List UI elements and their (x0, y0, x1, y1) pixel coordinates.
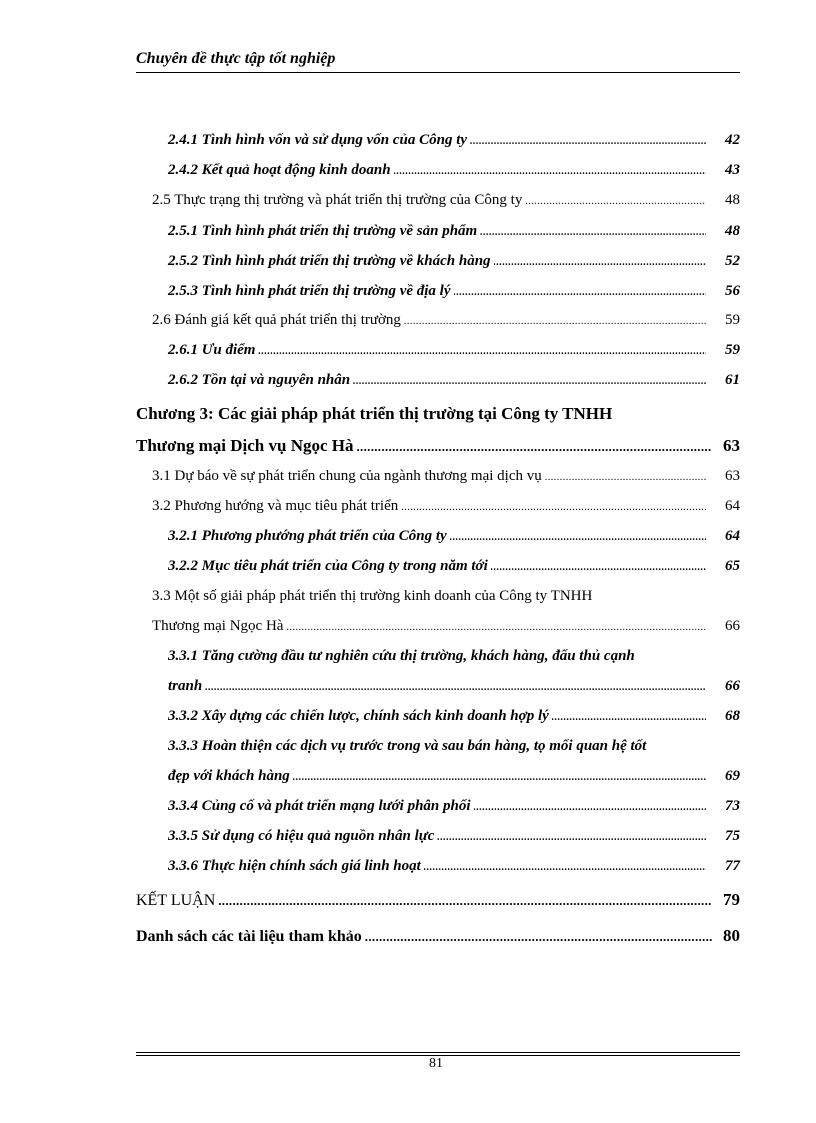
toc-entry-title: 2.5 Thực trạng thị trường và phát triển thị trường của Công ty (152, 192, 523, 208)
toc-entry-page: 56 (725, 283, 740, 299)
toc-entry-title: 3.3.5 Sử dụng có hiệu quả nguồn nhân lực (168, 828, 435, 844)
toc-entry-3-2-1[interactable] (168, 528, 740, 545)
toc-entry-3-3-1-line1[interactable]: 3.3.1 Tăng cường đầu tư nghiên cứu thị trường, khách hàng, đấu thủ cạnh (168, 648, 635, 664)
toc-leader-dots (394, 167, 706, 177)
toc-entry-3-2-2[interactable] (168, 558, 740, 575)
toc-entry-page: 43 (725, 162, 740, 178)
toc-entry-3-3-2[interactable] (168, 708, 740, 725)
toc-entry-title: 2.5.1 Tình hình phát triển thị trường về sản phẩm (168, 223, 478, 239)
toc-entry-page: 65 (725, 558, 740, 574)
toc-entry-3-3-line1[interactable]: 3.3 Một số giải pháp phát triển thị trường kinh doanh của Công ty TNHH (152, 588, 593, 604)
toc-entry-title: 3.3.2 Xây dựng các chiến lược, chính sách kinh doanh hợp lý (168, 708, 549, 724)
toc-entry-3-2[interactable] (152, 498, 740, 515)
toc-entry-page: 63 (725, 468, 740, 484)
toc-entry-2-5-2[interactable] (168, 253, 740, 270)
toc-entry-title: 2.5.2 Tình hình phát triển thị trường về khách hàng (168, 253, 491, 269)
toc-entry-page: 52 (725, 253, 740, 269)
toc-entry-title: 2.5.3 Tình hình phát triển thị trường về địa lý (168, 283, 451, 299)
toc-entry-title: 2.6 Đánh giá kết quả phát triển thị trường (152, 312, 401, 328)
toc-entry-3-3-6[interactable] (168, 858, 740, 875)
toc-entry-3-1[interactable] (152, 468, 740, 485)
toc-entry-title: 2.4.1 Tình hình vốn và sử dụng vốn của Công ty (168, 132, 468, 148)
toc-entry-title: Thương mại Ngọc Hà (152, 618, 284, 634)
toc-chapter-3-title-line1[interactable]: Chương 3: Các giải pháp phát triển thị trường tại Công ty TNHH (136, 404, 613, 423)
toc-entry-page: 66 (725, 618, 740, 634)
toc-entry-2-5-1[interactable] (168, 223, 740, 240)
toc-leader-dots (474, 803, 706, 813)
toc-entry-page: 42 (725, 132, 740, 148)
toc-entry-page: 61 (725, 372, 740, 388)
toc-entry-title: 3.3.6 Thực hiện chính sách giá linh hoạt (168, 858, 421, 874)
toc-entry-page: 75 (725, 828, 740, 844)
toc-entry-page: 48 (725, 223, 740, 239)
toc-entry-title: 2.6.2 Tồn tại và nguyên nhân (168, 372, 351, 388)
toc-leader-dots (454, 288, 706, 298)
toc-entry-2-4-2[interactable] (168, 162, 740, 179)
toc-entry-3-3-3[interactable] (168, 768, 740, 785)
toc-entry-page: 69 (725, 768, 740, 784)
toc-leader-dots (424, 863, 706, 873)
toc-leader-dots (480, 228, 706, 238)
toc-entry-3-3[interactable] (152, 618, 740, 635)
toc-leader-dots (450, 533, 706, 543)
toc-leader-dots (258, 347, 706, 357)
toc-entry-page: 64 (725, 498, 740, 514)
toc-leader-dots (491, 563, 706, 573)
toc-conclusion[interactable] (136, 890, 740, 910)
toc-entry-title: 3.2 Phương hướng và mục tiêu phát triển (152, 498, 399, 514)
toc-entry-3-3-3-line1[interactable]: 3.3.3 Hoàn thiện các dịch vụ trước trong và sau bán hàng, tọ mối quan hệ tốt (168, 738, 647, 754)
toc-entry-page: 80 (723, 926, 740, 945)
toc-entry-title: đẹp với khách hàng (168, 768, 290, 784)
toc-leader-dots (404, 317, 706, 327)
toc-leader-dots (545, 473, 706, 483)
toc-entry-title: 3.3.4 Củng cố và phát triển mạng lưới phân phối (168, 798, 471, 814)
toc-entry-2-6-1[interactable] (168, 342, 740, 359)
toc-leader-dots (218, 894, 712, 907)
toc-leader-dots (494, 258, 706, 268)
toc-leader-dots (286, 623, 706, 633)
toc-entry-2-4-1[interactable] (168, 132, 740, 149)
toc-leader-dots (525, 197, 706, 207)
toc-entry-2-6-2[interactable] (168, 372, 740, 389)
toc-entry-3-3-5[interactable] (168, 828, 740, 845)
toc-entry-page: 64 (725, 528, 740, 544)
toc-entry-page: 66 (725, 678, 740, 694)
toc-leader-dots (293, 773, 706, 783)
toc-leader-dots (470, 137, 706, 147)
toc-entry-title: tranh (168, 678, 203, 694)
toc-leader-dots (205, 683, 706, 693)
toc-entry-2-5[interactable] (152, 192, 740, 209)
toc-entry-3-3-4[interactable] (168, 798, 740, 815)
toc-entry-page: 63 (723, 436, 740, 455)
toc-entry-title: 3.2.1 Phương phướng phát triển của Công ty (168, 528, 447, 544)
toc-entry-2-5-3[interactable] (168, 283, 740, 300)
toc-entry-3-3-1[interactable] (168, 678, 740, 695)
toc-references[interactable] (136, 926, 740, 946)
toc-entry-title: Thương mại Dịch vụ Ngọc Hà (136, 436, 354, 455)
toc-leader-dots (365, 930, 712, 943)
toc-entry-page: 48 (725, 192, 740, 208)
toc-entry-page: 59 (725, 342, 740, 358)
toc-entry-page: 73 (725, 798, 740, 814)
toc-entry-page: 79 (723, 890, 740, 909)
toc-leader-dots (552, 713, 706, 723)
toc-entry-title: 2.4.2 Kết quả hoạt động kinh doanh (168, 162, 391, 178)
footer-rule-top (136, 1052, 740, 1053)
running-header-title: Chuyên đề thực tập tốt nghiệp (136, 50, 336, 67)
toc-entry-2-6[interactable] (152, 312, 740, 329)
toc-entry-title: 3.1 Dự báo về sự phát triển chung của ngành thương mại dịch vụ (152, 468, 542, 484)
toc-entry-title: Danh sách các tài liệu tham khảo (136, 928, 362, 945)
toc-leader-dots (401, 503, 706, 513)
toc-entry-title: 3.2.2 Mục tiêu phát triển của Công ty trong năm tới (168, 558, 488, 574)
toc-entry-page: 59 (725, 312, 740, 328)
toc-entry-page: 68 (725, 708, 740, 724)
page-number: 81 (429, 1056, 443, 1071)
toc-leader-dots (437, 833, 706, 843)
toc-leader-dots (353, 377, 706, 387)
toc-entry-page: 77 (725, 858, 740, 874)
toc-leader-dots (357, 440, 713, 453)
toc-chapter-3[interactable] (136, 436, 740, 456)
toc-entry-title: KẾT LUẬN (136, 892, 216, 909)
toc-entry-title: 2.6.1 Ưu điểm (168, 342, 256, 358)
